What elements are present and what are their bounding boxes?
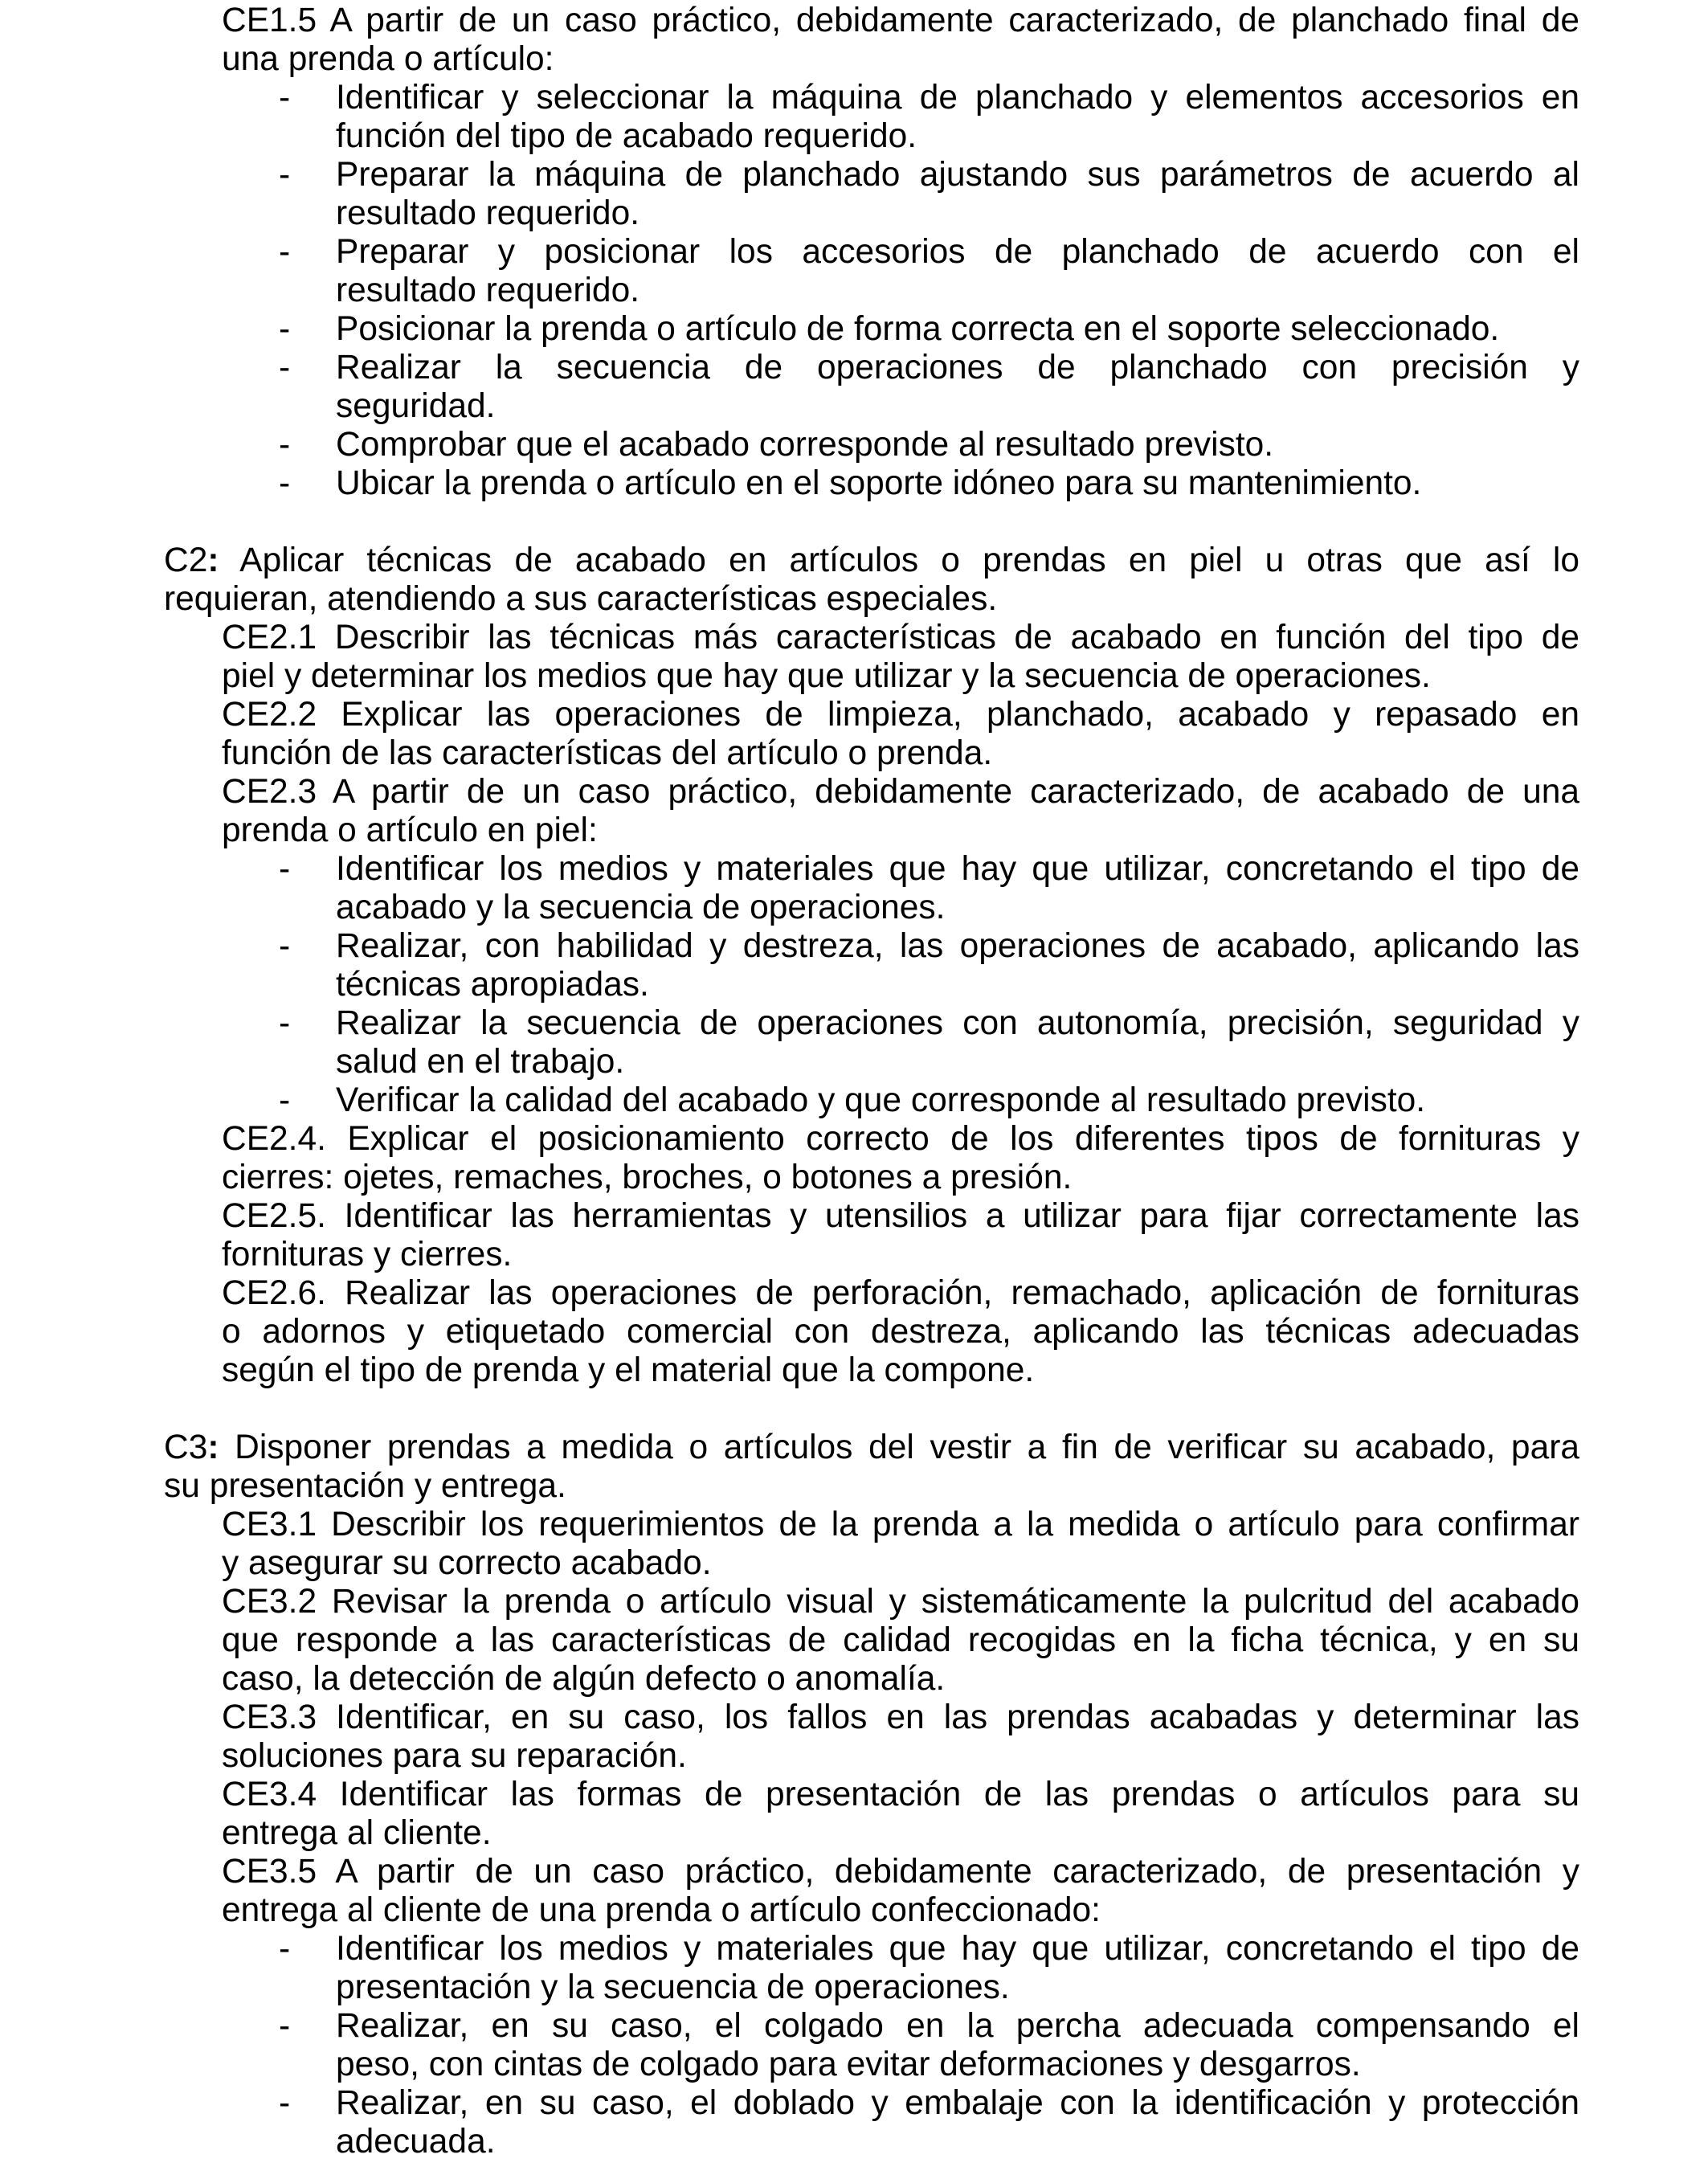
ce2-4-line-1: CE2.4. Explicar el posicionamiento correcto de los diferentes tipos de fornituras y — [222, 1120, 1579, 1158]
ce3-3-line-2: soluciones para su reparación. — [222, 1737, 687, 1775]
ce2-3-bullet-3-line-2: salud en el trabajo. — [336, 1043, 625, 1081]
ce1-5-bullet-2-line-1: Preparar la máquina de planchado ajustando sus parámetros de acuerdo al — [336, 156, 1579, 194]
bullet-dash: - — [279, 1004, 291, 1042]
c3-code: C3 — [164, 1429, 208, 1466]
ce2-2-line-2: función de las características del artículo o prenda. — [222, 734, 993, 772]
ce1-5-bullet-1-line-2: función del tipo de acabado requerido. — [336, 117, 917, 155]
bullet-dash: - — [279, 2084, 291, 2122]
c2-heading-line-1 — [164, 542, 1579, 580]
bullet-dash: - — [279, 1081, 291, 1119]
c3-heading-line-1 — [164, 1429, 1579, 1467]
ce2-2-line-1: CE2.2 Explicar las operaciones de limpieza, planchado, acabado y repasado en — [222, 696, 1579, 734]
ce3-4-line-2: entrega al cliente. — [222, 1814, 492, 1852]
ce1-5-bullet-7-line-1: Ubicar la prenda o artículo en el soporte idóneo para su mantenimiento. — [336, 464, 1422, 502]
ce3-5-bullet-1-line-2: presentación y la secuencia de operaciones. — [336, 1968, 1010, 2006]
ce1-5-bullet-2-line-2: resultado requerido. — [336, 194, 640, 232]
ce1-5-bullet-4-line-1: Posicionar la prenda o artículo de forma correcta en el soporte seleccionado. — [336, 310, 1500, 348]
bullet-dash: - — [279, 426, 291, 464]
ce2-3-line-1: CE2.3 A partir de un caso práctico, debidamente caracterizado, de acabado de una — [222, 773, 1579, 811]
ce3-2-line-1: CE3.2 Revisar la prenda o artículo visual y sistemáticamente la pulcritud del acabado — [222, 1583, 1579, 1621]
c2-colon: : — [207, 542, 219, 579]
ce3-5-line-2: entrega al cliente de una prenda o artículo confeccionado: — [222, 1891, 1101, 1929]
ce1-5-bullet-1-line-1: Identificar y seleccionar la máquina de planchado y elementos accesorios en — [336, 79, 1579, 117]
ce1-5-line-1: CE1.5 A partir de un caso práctico, debidamente caracterizado, de planchado final de — [222, 2, 1579, 39]
bullet-dash: - — [279, 850, 291, 888]
ce2-1-line-1: CE2.1 Describir las técnicas más características de acabado en función del tipo de — [222, 619, 1579, 656]
ce3-2-line-2: que responde a las características de calidad recogidas en la ficha técnica, y en su — [222, 1621, 1579, 1659]
ce3-2-line-3: caso, la detección de algún defecto o anomalía. — [222, 1660, 946, 1698]
ce3-5-bullet-2-line-2: peso, con cintas de colgado para evitar deformaciones y desgarros. — [336, 2046, 1361, 2083]
c3-colon: : — [207, 1429, 219, 1466]
bullet-dash: - — [279, 2007, 291, 2045]
ce2-6-line-1: CE2.6. Realizar las operaciones de perforación, remachado, aplicación de fornituras — [222, 1274, 1579, 1312]
ce2-3-bullet-2-line-1: Realizar, con habilidad y destreza, las operaciones de acabado, aplicando las — [336, 927, 1579, 965]
ce1-5-line-2: una prenda o artículo: — [222, 40, 554, 78]
ce2-3-bullet-4-line-1: Verificar la calidad del acabado y que corresponde al resultado previsto. — [336, 1081, 1426, 1119]
ce3-5-bullet-3-line-2: adecuada. — [336, 2123, 496, 2161]
ce3-4-line-1: CE3.4 Identificar las formas de presentación de las prendas o artículos para su — [222, 1776, 1579, 1813]
bullet-dash: - — [279, 156, 291, 194]
ce1-5-bullet-3-line-2: resultado requerido. — [336, 272, 640, 309]
bullet-dash: - — [279, 79, 291, 117]
ce1-5-bullet-5-line-2: seguridad. — [336, 387, 496, 425]
bullet-dash: - — [279, 310, 291, 348]
ce2-3-bullet-1-line-1: Identificar los medios y materiales que hay que utilizar, concretando el tipo de — [336, 850, 1579, 888]
ce2-3-line-2: prenda o artículo en piel: — [222, 811, 598, 849]
bullet-dash: - — [279, 464, 291, 502]
c2-heading-line-2: requieran, atendiendo a sus características especiales. — [164, 580, 998, 618]
ce3-1-line-2: y asegurar su correcto acabado. — [222, 1544, 712, 1582]
c3-text: Disponer prendas a medida o artículos del vestir a fin de verificar su acabado, para — [219, 1429, 1579, 1466]
ce2-1-line-2: piel y determinar los medios que hay que utilizar y la secuencia de operaciones. — [222, 657, 1431, 695]
ce3-5-line-1: CE3.5 A partir de un caso práctico, debidamente caracterizado, de presentación y — [222, 1853, 1579, 1891]
ce2-6-line-2: o adornos y etiquetado comercial con destreza, aplicando las técnicas adecuadas — [222, 1313, 1579, 1351]
c2-text: Aplicar técnicas de acabado en artículos o prendas en piel u otras que así lo — [219, 542, 1579, 579]
ce1-5-bullet-6-line-1: Comprobar que el acabado corresponde al resultado previsto. — [336, 426, 1274, 464]
bullet-dash: - — [279, 927, 291, 965]
ce3-3-line-1: CE3.3 Identificar, en su caso, los fallos en las prendas acabadas y determinar las — [222, 1699, 1579, 1736]
ce2-6-line-3: según el tipo de prenda y el material que la compone. — [222, 1351, 1035, 1389]
ce2-3-bullet-1-line-2: acabado y la secuencia de operaciones. — [336, 889, 946, 926]
ce3-5-bullet-3-line-1: Realizar, en su caso, el doblado y embalaje con la identificación y protección — [336, 2084, 1579, 2122]
ce1-5-bullet-5-line-1: Realizar la secuencia de operaciones de planchado con precisión y — [336, 349, 1579, 386]
ce3-5-bullet-2-line-1: Realizar, en su caso, el colgado en la percha adecuada compensando el — [336, 2007, 1579, 2045]
bullet-dash: - — [279, 233, 291, 271]
ce2-5-line-2: fornituras y cierres. — [222, 1236, 513, 1273]
ce2-4-line-2: cierres: ojetes, remaches, broches, o botones a presión. — [222, 1159, 1073, 1196]
ce3-1-line-1: CE3.1 Describir los requerimientos de la prenda a la medida o artículo para confirmar — [222, 1506, 1579, 1543]
bullet-dash: - — [279, 1930, 291, 1968]
bullet-dash: - — [279, 349, 291, 386]
ce2-3-bullet-2-line-2: técnicas apropiadas. — [336, 966, 649, 1004]
ce1-5-bullet-3-line-1: Preparar y posicionar los accesorios de planchado de acuerdo con el — [336, 233, 1579, 271]
c3-heading-line-2: su presentación y entrega. — [164, 1467, 566, 1505]
ce2-3-bullet-3-line-1: Realizar la secuencia de operaciones con autonomía, precisión, seguridad y — [336, 1004, 1579, 1042]
c2-code: C2 — [164, 542, 208, 579]
ce2-5-line-1: CE2.5. Identificar las herramientas y utensilios a utilizar para fijar correctamente las — [222, 1197, 1579, 1235]
ce3-5-bullet-1-line-1: Identificar los medios y materiales que hay que utilizar, concretando el tipo de — [336, 1930, 1579, 1968]
